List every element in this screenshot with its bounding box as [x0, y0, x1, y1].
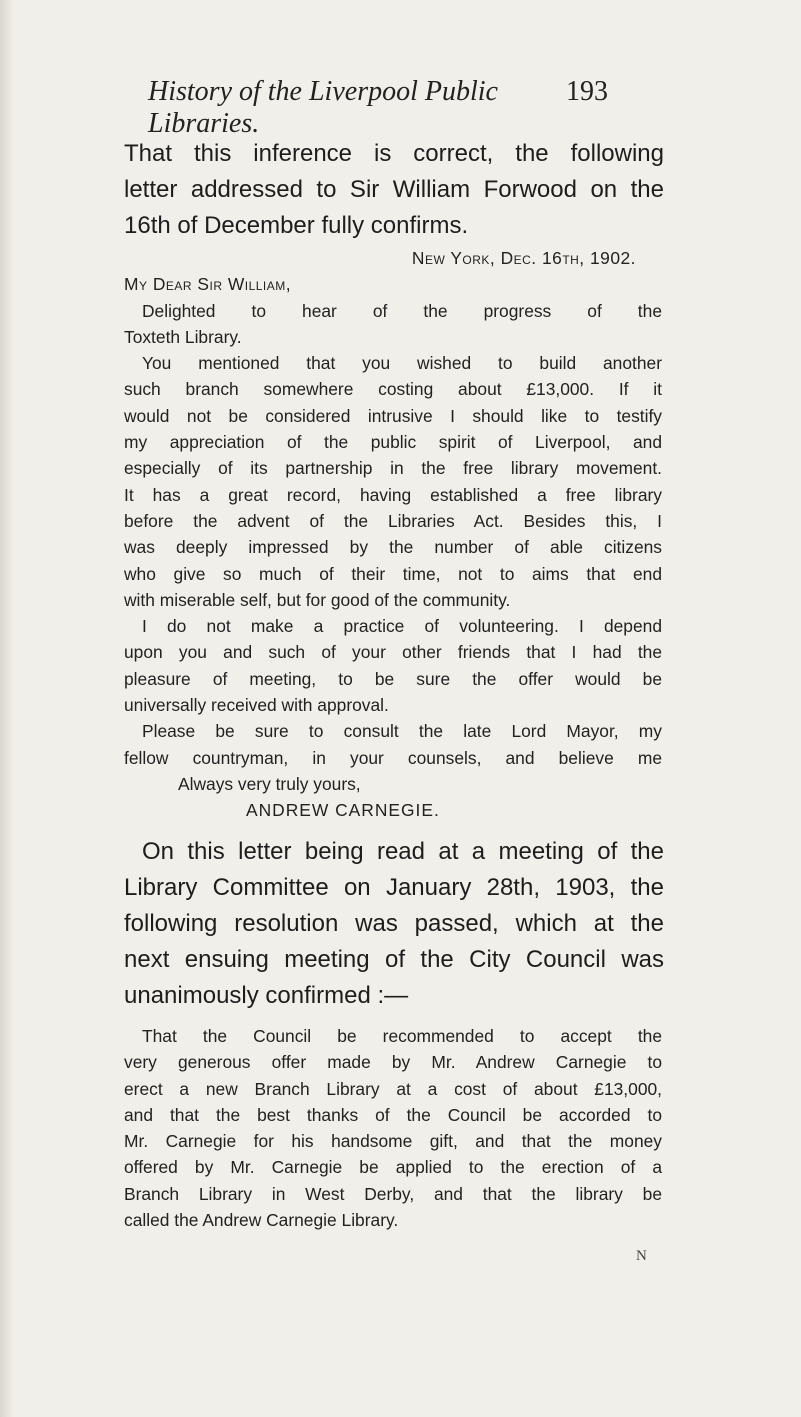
- text-line: such branch somewhere costing about £13,000. If it: [124, 379, 662, 400]
- text-line: my appreciation of the public spirit of Liverpool, and: [124, 432, 662, 453]
- resolution-intro-paragraph: [124, 834, 664, 1014]
- text-line: Toxteth Library.: [124, 326, 242, 347]
- text-line: erect a new Branch Library at a cost of about £13,000,: [124, 1078, 662, 1099]
- text-line: universally received with approval.: [124, 695, 389, 716]
- text-line: I do not make a practice of volunteering. I depend: [142, 616, 662, 637]
- text-line: called the Andrew Carnegie Library.: [124, 1210, 399, 1231]
- letter-signature: ANDREW CARNEGIE.: [246, 800, 440, 821]
- text-line: fellow countryman, in your counsels, and believe me: [124, 747, 662, 768]
- text-line: next ensuing meeting of the City Council was: [124, 946, 664, 973]
- text-line: who give so much of their time, not to aims that end: [124, 563, 662, 584]
- text-line: very generous offer made by Mr. Andrew Carnegie to: [124, 1052, 662, 1073]
- text-line: especially of its partnership in the free library movement.: [124, 458, 662, 479]
- text-line: and that the best thanks of the Council be accorded to: [124, 1104, 662, 1125]
- text-line: before the advent of the Libraries Act. Besides this, I: [124, 510, 662, 531]
- text-line: following resolution was passed, which at the: [124, 910, 664, 937]
- running-header: [148, 76, 608, 140]
- text-line: Delighted to hear of the progress of the: [142, 300, 662, 321]
- text-line: unanimously confirmed :—: [124, 982, 409, 1009]
- page-gutter: [0, 0, 14, 1417]
- text-line: You mentioned that you wished to build another: [142, 353, 662, 374]
- letter-closing: Always very truly yours,: [178, 773, 361, 794]
- text-line: Mr. Carnegie for his handsome gift, and that the money: [124, 1131, 662, 1152]
- text-line: pleasure of meeting, to be sure the offer would be: [124, 668, 662, 689]
- page-number: 193: [566, 76, 608, 107]
- running-title: History of the Liverpool Public Libraries.: [148, 76, 498, 139]
- letter-dateline: New York, Dec. 16th, 1902.: [411, 248, 636, 268]
- text-line: offered by Mr. Carnegie be applied to the erection of a: [124, 1157, 662, 1178]
- text-line: upon you and such of your other friends that I had the: [124, 642, 662, 663]
- intro-paragraph: [124, 136, 664, 244]
- text-line: 16th of December fully confirms.: [124, 212, 469, 239]
- letter: [124, 245, 662, 824]
- text-line: That the Council be recommended to accept the: [142, 1026, 662, 1046]
- text-line: was deeply impressed by the number of able citizens: [124, 537, 662, 558]
- text-line: would not be considered intrusive I should like to testify: [124, 405, 662, 426]
- text-line: letter addressed to Sir William Forwood on the: [124, 176, 664, 203]
- text-line: Branch Library in West Derby, and that the library be: [124, 1183, 662, 1204]
- text-line: That this inference is correct, the following: [124, 140, 664, 167]
- text-line: with miserable self, but for good of the community.: [124, 589, 511, 610]
- text-line: It has a great record, having established a free library: [124, 484, 662, 505]
- text-line: On this letter being read at a meeting of the: [142, 838, 664, 865]
- text-line: Library Committee on January 28th, 1903, the: [124, 874, 664, 901]
- text-line: Please be sure to consult the late Lord Mayor, my: [142, 721, 662, 742]
- resolution-text: [124, 1023, 662, 1233]
- signature-mark: N: [636, 1248, 647, 1264]
- letter-salutation: My Dear Sir William,: [124, 274, 292, 295]
